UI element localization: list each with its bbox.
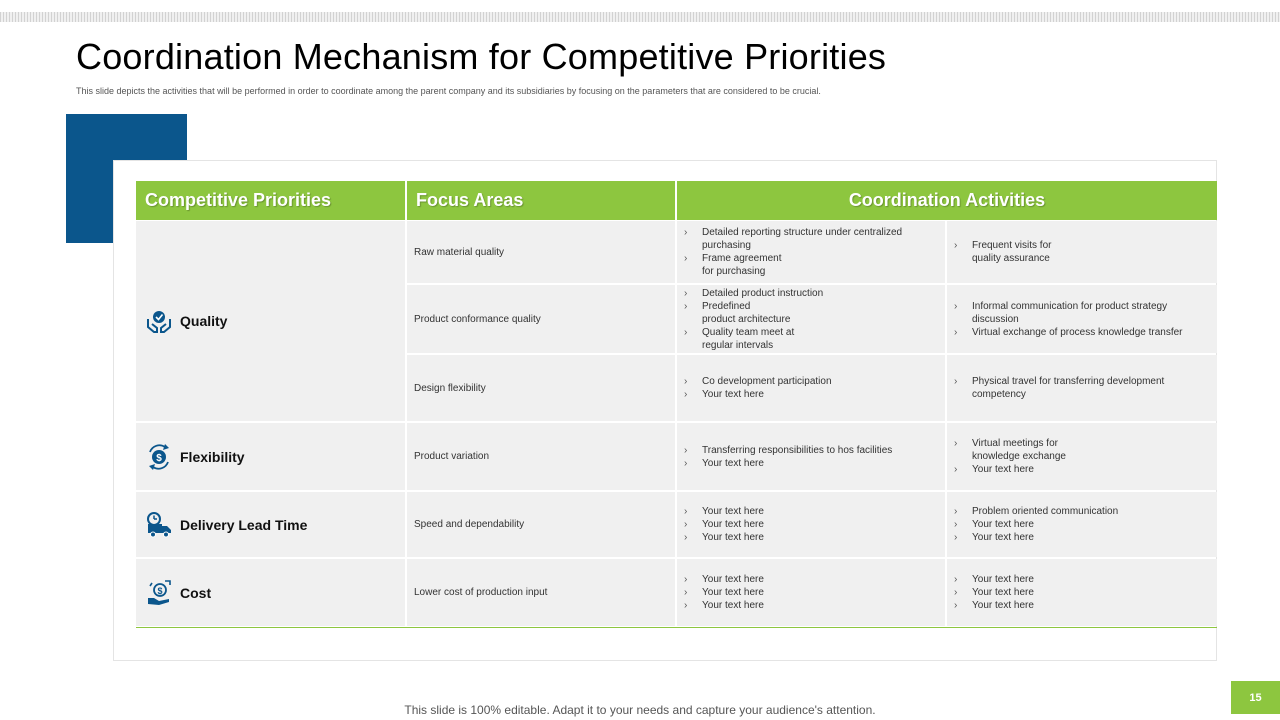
- header-coordination-activities: Coordination Activities: [677, 181, 1217, 220]
- chevron-right-icon: ›: [684, 519, 688, 530]
- activity-cell: [947, 285, 1217, 353]
- activity-text: Your text here: [702, 600, 764, 611]
- activity-text: Your text here: [702, 574, 764, 585]
- activity-list: [684, 226, 902, 278]
- slide-title: Coordination Mechanism for Competitive Priorities: [76, 36, 887, 77]
- chevron-right-icon: ›: [684, 587, 688, 598]
- chevron-right-icon: ›: [684, 444, 688, 456]
- activity-list: [954, 437, 1066, 476]
- activity-text: Your text here: [702, 389, 764, 400]
- chevron-right-icon: ›: [684, 300, 688, 312]
- focus-area-cell: Speed and dependability: [407, 492, 675, 557]
- activity-item: [684, 505, 764, 518]
- activity-item: [954, 375, 1164, 401]
- chevron-right-icon: ›: [954, 300, 958, 312]
- activity-item: [954, 300, 1183, 326]
- activity-text: Frequent visits for quality assurance: [972, 240, 1052, 264]
- activity-text: Your text here: [702, 506, 764, 517]
- activity-text: Frame agreement for purchasing: [702, 253, 782, 277]
- activity-list: [954, 573, 1034, 612]
- activity-text: Detailed reporting structure under centralized purchasing: [702, 227, 903, 251]
- quality-hands-icon: [144, 306, 174, 336]
- activity-text: Your text here: [702, 457, 764, 469]
- activity-item: [954, 505, 1118, 518]
- activity-item: [684, 252, 902, 278]
- header-competitive-priorities: Competitive Priorities: [136, 181, 405, 220]
- chevron-right-icon: ›: [954, 240, 958, 251]
- activity-item: [684, 388, 832, 401]
- activity-list: [954, 239, 1051, 265]
- priority-label: Quality: [180, 313, 228, 329]
- focus-area-cell: Lower cost of production input: [407, 559, 675, 626]
- activity-text: Your text here: [972, 464, 1034, 475]
- activity-text: Physical travel for transferring development competency: [972, 376, 1165, 400]
- activity-cell: [677, 559, 945, 626]
- activity-text: Transferring responsibilities to hos facilities: [702, 444, 893, 456]
- activity-text: Detailed product instruction: [702, 287, 824, 299]
- activity-item: [954, 239, 1051, 265]
- chevron-right-icon: ›: [954, 532, 958, 543]
- activity-item: [684, 444, 892, 457]
- activity-text: Your text here: [702, 532, 764, 543]
- chevron-right-icon: ›: [684, 506, 688, 517]
- svg-text:$: $: [157, 585, 163, 596]
- activity-text: Virtual meetings for knowledge exchange: [972, 438, 1066, 462]
- activity-text: Your text here: [972, 600, 1034, 611]
- activity-item: [684, 599, 764, 612]
- slide-subtitle: This slide depicts the activities that will be performed in order to coordinate among the parent company and its subsidiaries by focusing on the parameters that are considered to be crucial.: [76, 86, 821, 96]
- chevron-right-icon: ›: [954, 587, 958, 598]
- chevron-right-icon: ›: [954, 506, 958, 517]
- activity-cell: [947, 423, 1217, 490]
- top-decorative-stripe: [0, 12, 1280, 22]
- activity-list: [954, 505, 1118, 544]
- chevron-right-icon: ›: [684, 253, 688, 264]
- priority-label: Delivery Lead Time: [180, 516, 308, 533]
- activity-list: [954, 300, 1183, 339]
- chevron-right-icon: ›: [954, 326, 958, 338]
- activity-text: Problem oriented communication: [972, 506, 1119, 517]
- chevron-right-icon: ›: [954, 519, 958, 530]
- activity-list: [954, 375, 1164, 401]
- activity-item: [954, 531, 1118, 544]
- activity-item: [954, 437, 1066, 463]
- activity-cell: [947, 221, 1217, 283]
- activity-item: [954, 573, 1034, 586]
- activity-item: [684, 531, 764, 544]
- activity-item: [684, 326, 823, 352]
- activity-item: [954, 326, 1183, 339]
- chevron-right-icon: ›: [684, 457, 688, 469]
- chevron-right-icon: ›: [954, 600, 958, 611]
- header-focus-areas: Focus Areas: [407, 181, 675, 220]
- delivery-truck-clock-icon: [144, 510, 174, 540]
- activity-cell: [677, 492, 945, 557]
- activity-item: [684, 457, 892, 470]
- activity-cell: [947, 355, 1217, 421]
- chevron-right-icon: ›: [684, 287, 688, 299]
- activity-cell: [677, 221, 945, 283]
- activity-item: [684, 287, 823, 300]
- activity-text: Your text here: [972, 519, 1034, 530]
- cost-hand-dollar-icon: [144, 578, 174, 608]
- footer-note: This slide is 100% editable. Adapt it to your needs and capture your audience's attention.: [404, 703, 876, 717]
- activity-item: [954, 518, 1118, 531]
- activity-text: Your text here: [702, 587, 764, 598]
- priority-quality: [136, 221, 405, 421]
- focus-area-cell: Raw material quality: [407, 221, 675, 283]
- priority-delivery-lead-time: [136, 492, 405, 557]
- activity-cell: [677, 285, 945, 353]
- activity-list: [684, 375, 832, 401]
- chevron-right-icon: ›: [684, 326, 688, 338]
- chevron-right-icon: ›: [684, 574, 688, 585]
- activity-list: [684, 287, 823, 352]
- activity-item: [684, 586, 764, 599]
- chevron-right-icon: ›: [954, 438, 958, 449]
- priority-label: Flexibility: [180, 448, 245, 465]
- activity-item: [684, 300, 823, 326]
- activity-text: Co development participation: [702, 376, 832, 387]
- flexibility-dollar-arrows-icon: [144, 442, 174, 472]
- activity-text: Your text here: [972, 574, 1034, 585]
- priority-flexibility: [136, 423, 405, 490]
- chevron-right-icon: ›: [684, 532, 688, 543]
- activity-text: Your text here: [972, 532, 1034, 543]
- priorities-table: [136, 181, 1217, 628]
- activity-item: [954, 599, 1034, 612]
- chevron-right-icon: ›: [684, 376, 688, 387]
- focus-area-cell: Design flexibility: [407, 355, 675, 421]
- activity-text: Predefined product architecture: [702, 300, 791, 325]
- priority-cost: [136, 559, 405, 626]
- activity-text: Your text here: [702, 519, 764, 530]
- activity-text: Quality team meet at regular intervals: [702, 326, 795, 351]
- chevron-right-icon: ›: [954, 464, 958, 475]
- activity-text: Your text here: [972, 587, 1034, 598]
- activity-list: [684, 505, 764, 544]
- activity-text: Informal communication for product strategy discussion: [972, 300, 1168, 325]
- svg-text:$: $: [156, 452, 162, 464]
- page-number-badge: 15: [1231, 681, 1280, 714]
- chevron-right-icon: ›: [954, 376, 958, 387]
- activity-item: [954, 463, 1066, 476]
- focus-area-cell: Product conformance quality: [407, 285, 675, 353]
- chevron-right-icon: ›: [684, 389, 688, 400]
- activity-list: [684, 444, 892, 470]
- activity-cell: [677, 423, 945, 490]
- focus-area-cell: Product variation: [407, 423, 675, 490]
- activity-item: [684, 375, 832, 388]
- activity-item: [684, 518, 764, 531]
- priority-label: Cost: [180, 584, 212, 601]
- activity-item: [684, 226, 902, 252]
- activity-list: [684, 573, 764, 612]
- activity-cell: [677, 355, 945, 421]
- activity-cell: [947, 492, 1217, 557]
- activity-cell: [947, 559, 1217, 626]
- chevron-right-icon: ›: [684, 227, 688, 238]
- chevron-right-icon: ›: [954, 574, 958, 585]
- activity-text: Virtual exchange of process knowledge transfer: [972, 326, 1183, 338]
- activity-item: [684, 573, 764, 586]
- chevron-right-icon: ›: [684, 600, 688, 611]
- activity-item: [954, 586, 1034, 599]
